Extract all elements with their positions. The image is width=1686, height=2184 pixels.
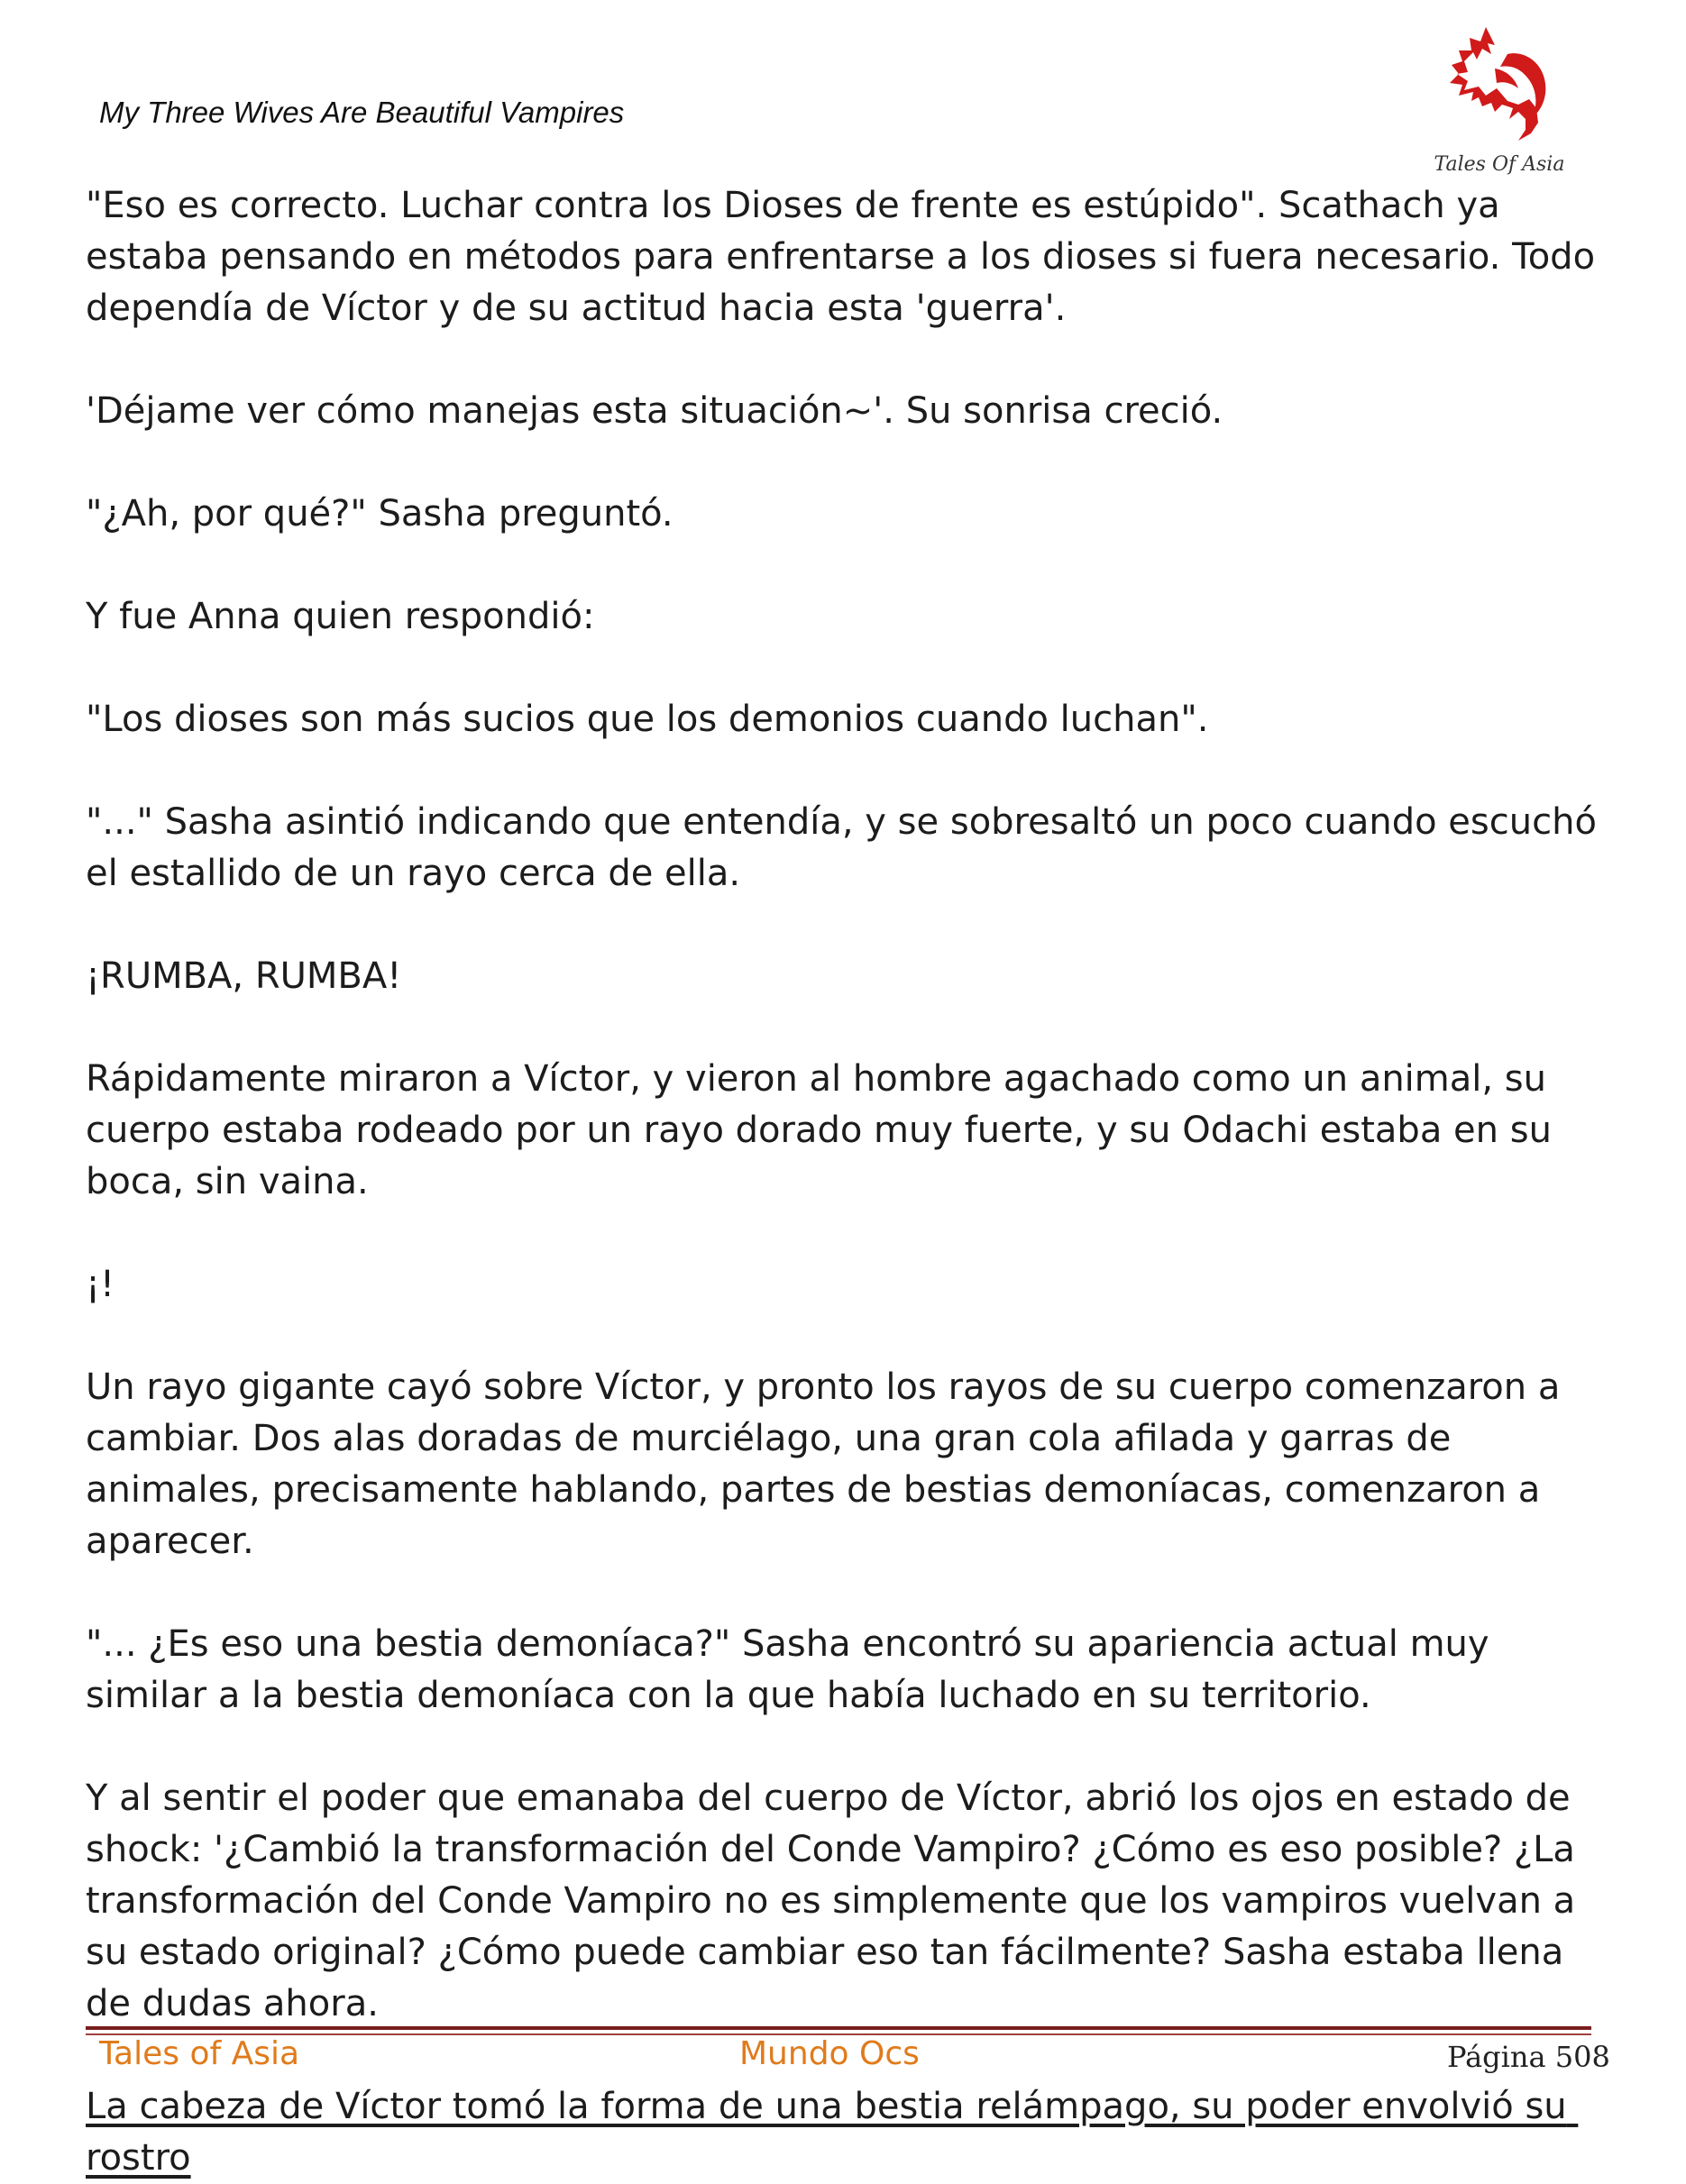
paragraph: 'Déjame ver cómo manejas esta situación~'. Su sonrisa creció. [86, 390, 1223, 432]
book-title: My Three Wives Are Beautiful Vampires [99, 96, 625, 129]
paragraph: ¡RUMBA, RUMBA! [86, 955, 402, 997]
paragraph: "¿Ah, por qué?" Sasha preguntó. [86, 493, 673, 535]
paragraph-continued: La cabeza de Víctor tomó la forma de una bestia relámpago, su poder envolvió su rostro [86, 2086, 1579, 2179]
paragraph: Rápidamente miraron a Víctor, y vieron al hombre agachado como un animal, su cuerpo estaba rodeado por un rayo dorado muy fuerte, y su Odachi estaba en su boca, sin vaina. [86, 1058, 1563, 1202]
footer-divider [86, 2026, 1591, 2030]
footer-section-name: Mundo Ocs [739, 2035, 920, 2072]
paragraph: Y fue Anna quien respondió: [86, 596, 595, 637]
page-body [86, 180, 1618, 2184]
page-number: Página 508 [1447, 2040, 1610, 2074]
logo-caption: Tales Of Asia [1434, 153, 1565, 176]
tales-of-asia-logo [1432, 18, 1567, 180]
red-dragon-icon [1432, 18, 1567, 153]
paragraph: "... ¿Es eso una bestia demoníaca?" Sasha encontró su apariencia actual muy similar a la bestia demoníaca con la que había luchado en su territorio. [86, 1623, 1501, 1716]
paragraph: "..." Sasha asintió indicando que entendía, y se sobresaltó un poco cuando escuchó el estallido de un rayo cerca de ella. [86, 801, 1608, 894]
paragraph: ¡! [86, 1264, 115, 1305]
paragraph: Un rayo gigante cayó sobre Víctor, y pronto los rayos de su cuerpo comenzaron a cambiar. Dos alas doradas de murciélago, una gran cola afilada y garras de animales, precisamente hablando, partes de bestias demoníacas, comenzaron a aparecer. [86, 1366, 1572, 1562]
paragraph: "Los dioses son más sucios que los demonios cuando luchan". [86, 699, 1209, 740]
footer-site-name: Tales of Asia [99, 2035, 300, 2072]
paragraph: "Eso es correcto. Luchar contra los Dioses de frente es estúpido". Scathach ya estaba pensando en métodos para enfrentarse a los dioses si fuera necesario. Todo dependía de Víctor y de su actitud hacia esta 'guerra'. [86, 185, 1607, 329]
paragraph: Y al sentir el poder que emanaba del cuerpo de Víctor, abrió los ojos en estado de shock: '¿Cambió la transformación del Conde Vampiro? ¿Cómo es eso posible? ¿La transformación del Conde Vampiro no es simplemente que los vampiros vuelvan a su estado original? ¿Cómo puede cambiar eso tan fácilmente? Sasha estaba llena de dudas ahora. [86, 1777, 1587, 2024]
